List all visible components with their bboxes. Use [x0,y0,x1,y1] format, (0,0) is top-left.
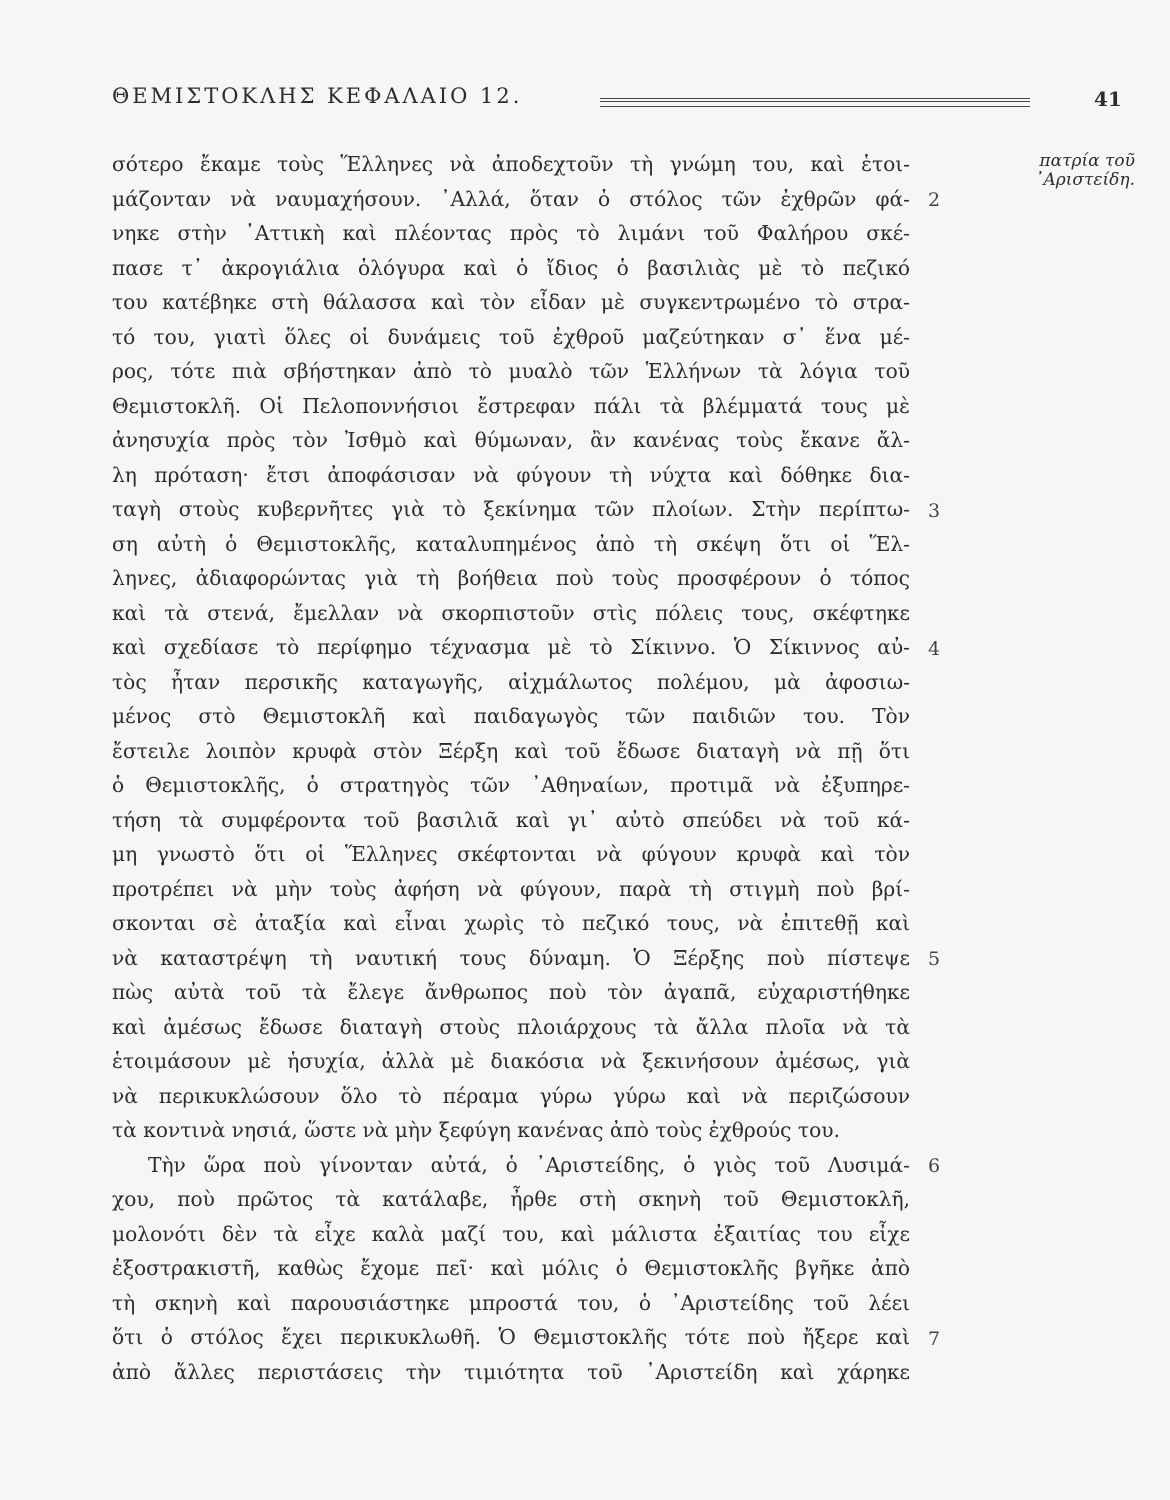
text-line: προτρέπει νὰ μὴν τοὺς ἀφήση νὰ φύγουν, παρὰ τὴ στιγμὴ ποὺ βρί- [112,876,910,901]
text-line: νὰ καταστρέψη τὴ ναυτική τους δύναμη. Ὁ Ξέρξης ποὺ πίστεψε [112,945,910,970]
section-number: 3 [928,500,941,522]
text-line: τὰ κοντινὰ νησιά, ὥστε νὰ μὴν ξεφύγη κανένας ἀπὸ τοὺς ἐχθρούς του. [112,1118,840,1142]
text-line: ση αὐτὴ ὁ Θεμιστοκλῆς, καταλυπημένος ἀπὸ τὴ σκέψη ὅτι οἱ Ἕλ- [112,531,910,556]
text-line: τήση τὰ συμφέροντα τοῦ βασιλιᾶ καὶ γι᾿ αὐτὸ σπεύδει νὰ τοῦ κά- [112,807,910,832]
text-line: νηκε στὴν ᾿Αττικὴ καὶ πλέοντας πρὸς τὸ λιμάνι τοῦ Φαλήρου σκέ- [112,221,910,245]
running-head-title: ΘΕΜΙΣΤΟΚΛΗΣ ΚΕΦΑΛΑΙΟ 12. [112,84,523,108]
body-text [112,147,910,1389]
text-line: πὼς αὐτὰ τοῦ τὰ ἔλεγε ἄνθρωπος ποὺ τὸν ἀγαπᾶ, εὐχαριστήθηκε [112,980,910,1004]
text-line: ὁ Θεμιστοκλῆς, ὁ στρατηγὸς τῶν ᾿Αθηναίων, προτιμᾶ νὰ ἐξυπηρε- [112,773,910,797]
text-line: ἑτοιμάσουν μὲ ἡσυχία, ἀλλὰ μὲ διακόσια νὰ ξεκινήσουν ἀμέσως, γιὰ [112,1049,910,1073]
text-line: νὰ περικυκλώσουν ὅλο τὸ πέραμα γύρω γύρω καὶ νὰ περιζώσουν [112,1083,910,1108]
text-line: σότερο ἔκαμε τοὺς Ἕλληνες νὰ ἀποδεχτοῦν τὴ γνώμη του, καὶ ἑτοι- [112,152,910,176]
text-line: ρος, τότε πιὰ σβήστηκαν ἀπὸ τὸ μυαλὸ τῶν Ἑλλήνων τὰ λόγια τοῦ [112,359,910,383]
running-header [112,84,1120,118]
margin-note-line: πατρία τοῦ [1039,151,1135,171]
text-line: ἀπὸ ἄλλες περιστάσεις τὴν τιμιότητα τοῦ ᾿Αριστείδη καὶ χάρηκε [112,1359,910,1384]
margin-note [965,152,1135,190]
text-line: καὶ τὰ στενά, ἔμελλαν νὰ σκορπιστοῦν στὶς πόλεις τους, σκέφτηκε [112,600,910,625]
text-line: τὸς ἦταν περσικῆς καταγωγῆς, αἰχμάλωτος πολέμου, μὰ ἀφοσιω- [112,669,910,694]
header-rule [600,98,1030,107]
text-line: τὴ σκηνὴ καὶ παρουσιάστηκε μπροστά του, ὁ ᾿Αριστείδης τοῦ λέει [112,1290,910,1315]
text-line: ταγὴ στοὺς κυβερνῆτες γιὰ τὸ ξεκίνημα τῶν πλοίων. Στὴν περίπτω- [112,497,910,521]
text-line: καὶ ἀμέσως ἔδωσε διαταγὴ στοὺς πλοιάρχους τὰ ἄλλα πλοῖα νὰ τὰ [112,1014,910,1039]
section-number: 2 [928,189,941,211]
margin-note-line: ᾿Αριστείδη. [1034,170,1135,190]
text-line: ἐξοστρακιστῆ, καθὼς ἔχομε πεῖ· καὶ μόλις ὁ Θεμιστοκλῆς βγῆκε ἀπὸ [112,1256,910,1280]
page-number: 41 [1094,87,1122,111]
text-line: Τὴν ὥρα ποὺ γίνονταν αὐτά, ὁ ᾿Αριστείδης, ὁ γιὸς τοῦ Λυσιμά- [148,1152,910,1177]
section-number: 4 [928,638,941,660]
text-line: τό του, γιατὶ ὅλες οἱ δυνάμεις τοῦ ἐχθροῦ μαζεύτηκαν σ᾿ ἕνα μέ- [112,324,910,349]
section-number: 5 [928,948,941,970]
section-number: 7 [928,1328,941,1350]
text-line: μολονότι δὲν τὰ εἶχε καλὰ μαζί του, καὶ μάλιστα ἐξαιτίας του εἶχε [112,1221,910,1246]
text-line: ληνες, ἀδιαφορώντας γιὰ τὴ βοήθεια ποὺ τοὺς προσφέρουν ὁ τόπος [112,566,910,590]
text-line: ἔστειλε λοιπὸν κρυφὰ στὸν Ξέρξη καὶ τοῦ ἔδωσε διαταγὴ νὰ πῇ ὅτι [112,738,910,763]
text-line: ὅτι ὁ στόλος ἔχει περικυκλωθῆ. Ὁ Θεμιστοκλῆς τότε ποὺ ἤξερε καὶ [112,1325,910,1349]
text-line: Θεμιστοκλῆ. Οἱ Πελοποννήσιοι ἔστρεφαν πάλι τὰ βλέμματά τους μὲ [112,393,910,418]
text-line: μένος στὸ Θεμιστοκλῆ καὶ παιδαγωγὸς τῶν παιδιῶν του. Τὸν [112,704,910,728]
text-line: μάζονταν νὰ ναυμαχήσουν. ᾿Αλλά, ὅταν ὁ στόλος τῶν ἐχθρῶν φά- [112,186,910,211]
text-line: πασε τ᾿ ἀκρογιάλια ὁλόγυρα καὶ ὁ ἴδιος ὁ βασιλιὰς μὲ τὸ πεζικό [112,255,910,280]
text-line: σκονται σὲ ἀταξία καὶ εἶναι χωρὶς τὸ πεζικό τους, νὰ ἐπιτεθῇ καὶ [112,911,910,935]
text-line: χου, ποὺ πρῶτος τὰ κατάλαβε, ἦρθε στὴ σκηνὴ τοῦ Θεμιστοκλῆ, [112,1187,910,1211]
section-number: 6 [928,1155,941,1177]
text-line: μη γνωστὸ ὅτι οἱ Ἕλληνες σκέφτονται νὰ φύγουν κρυφὰ καὶ τὸν [112,842,910,866]
text-line: λη πρόταση· ἔτσι ἀποφάσισαν νὰ φύγουν τὴ νύχτα καὶ δόθηκε δια- [112,462,910,487]
text-line: ἀνησυχία πρὸς τὸν Ἰσθμὸ καὶ θύμωναν, ἂν κανένας τοὺς ἔκανε ἄλ- [112,428,910,452]
text-line: καὶ σχεδίασε τὸ περίφημο τέχνασμα μὲ τὸ Σίκιννο. Ὁ Σίκιννος αὐ- [112,635,910,659]
text-line: του κατέβηκε στὴ θάλασσα καὶ τὸν εἶδαν μὲ συγκεντρωμένο τὸ στρα- [112,290,910,314]
